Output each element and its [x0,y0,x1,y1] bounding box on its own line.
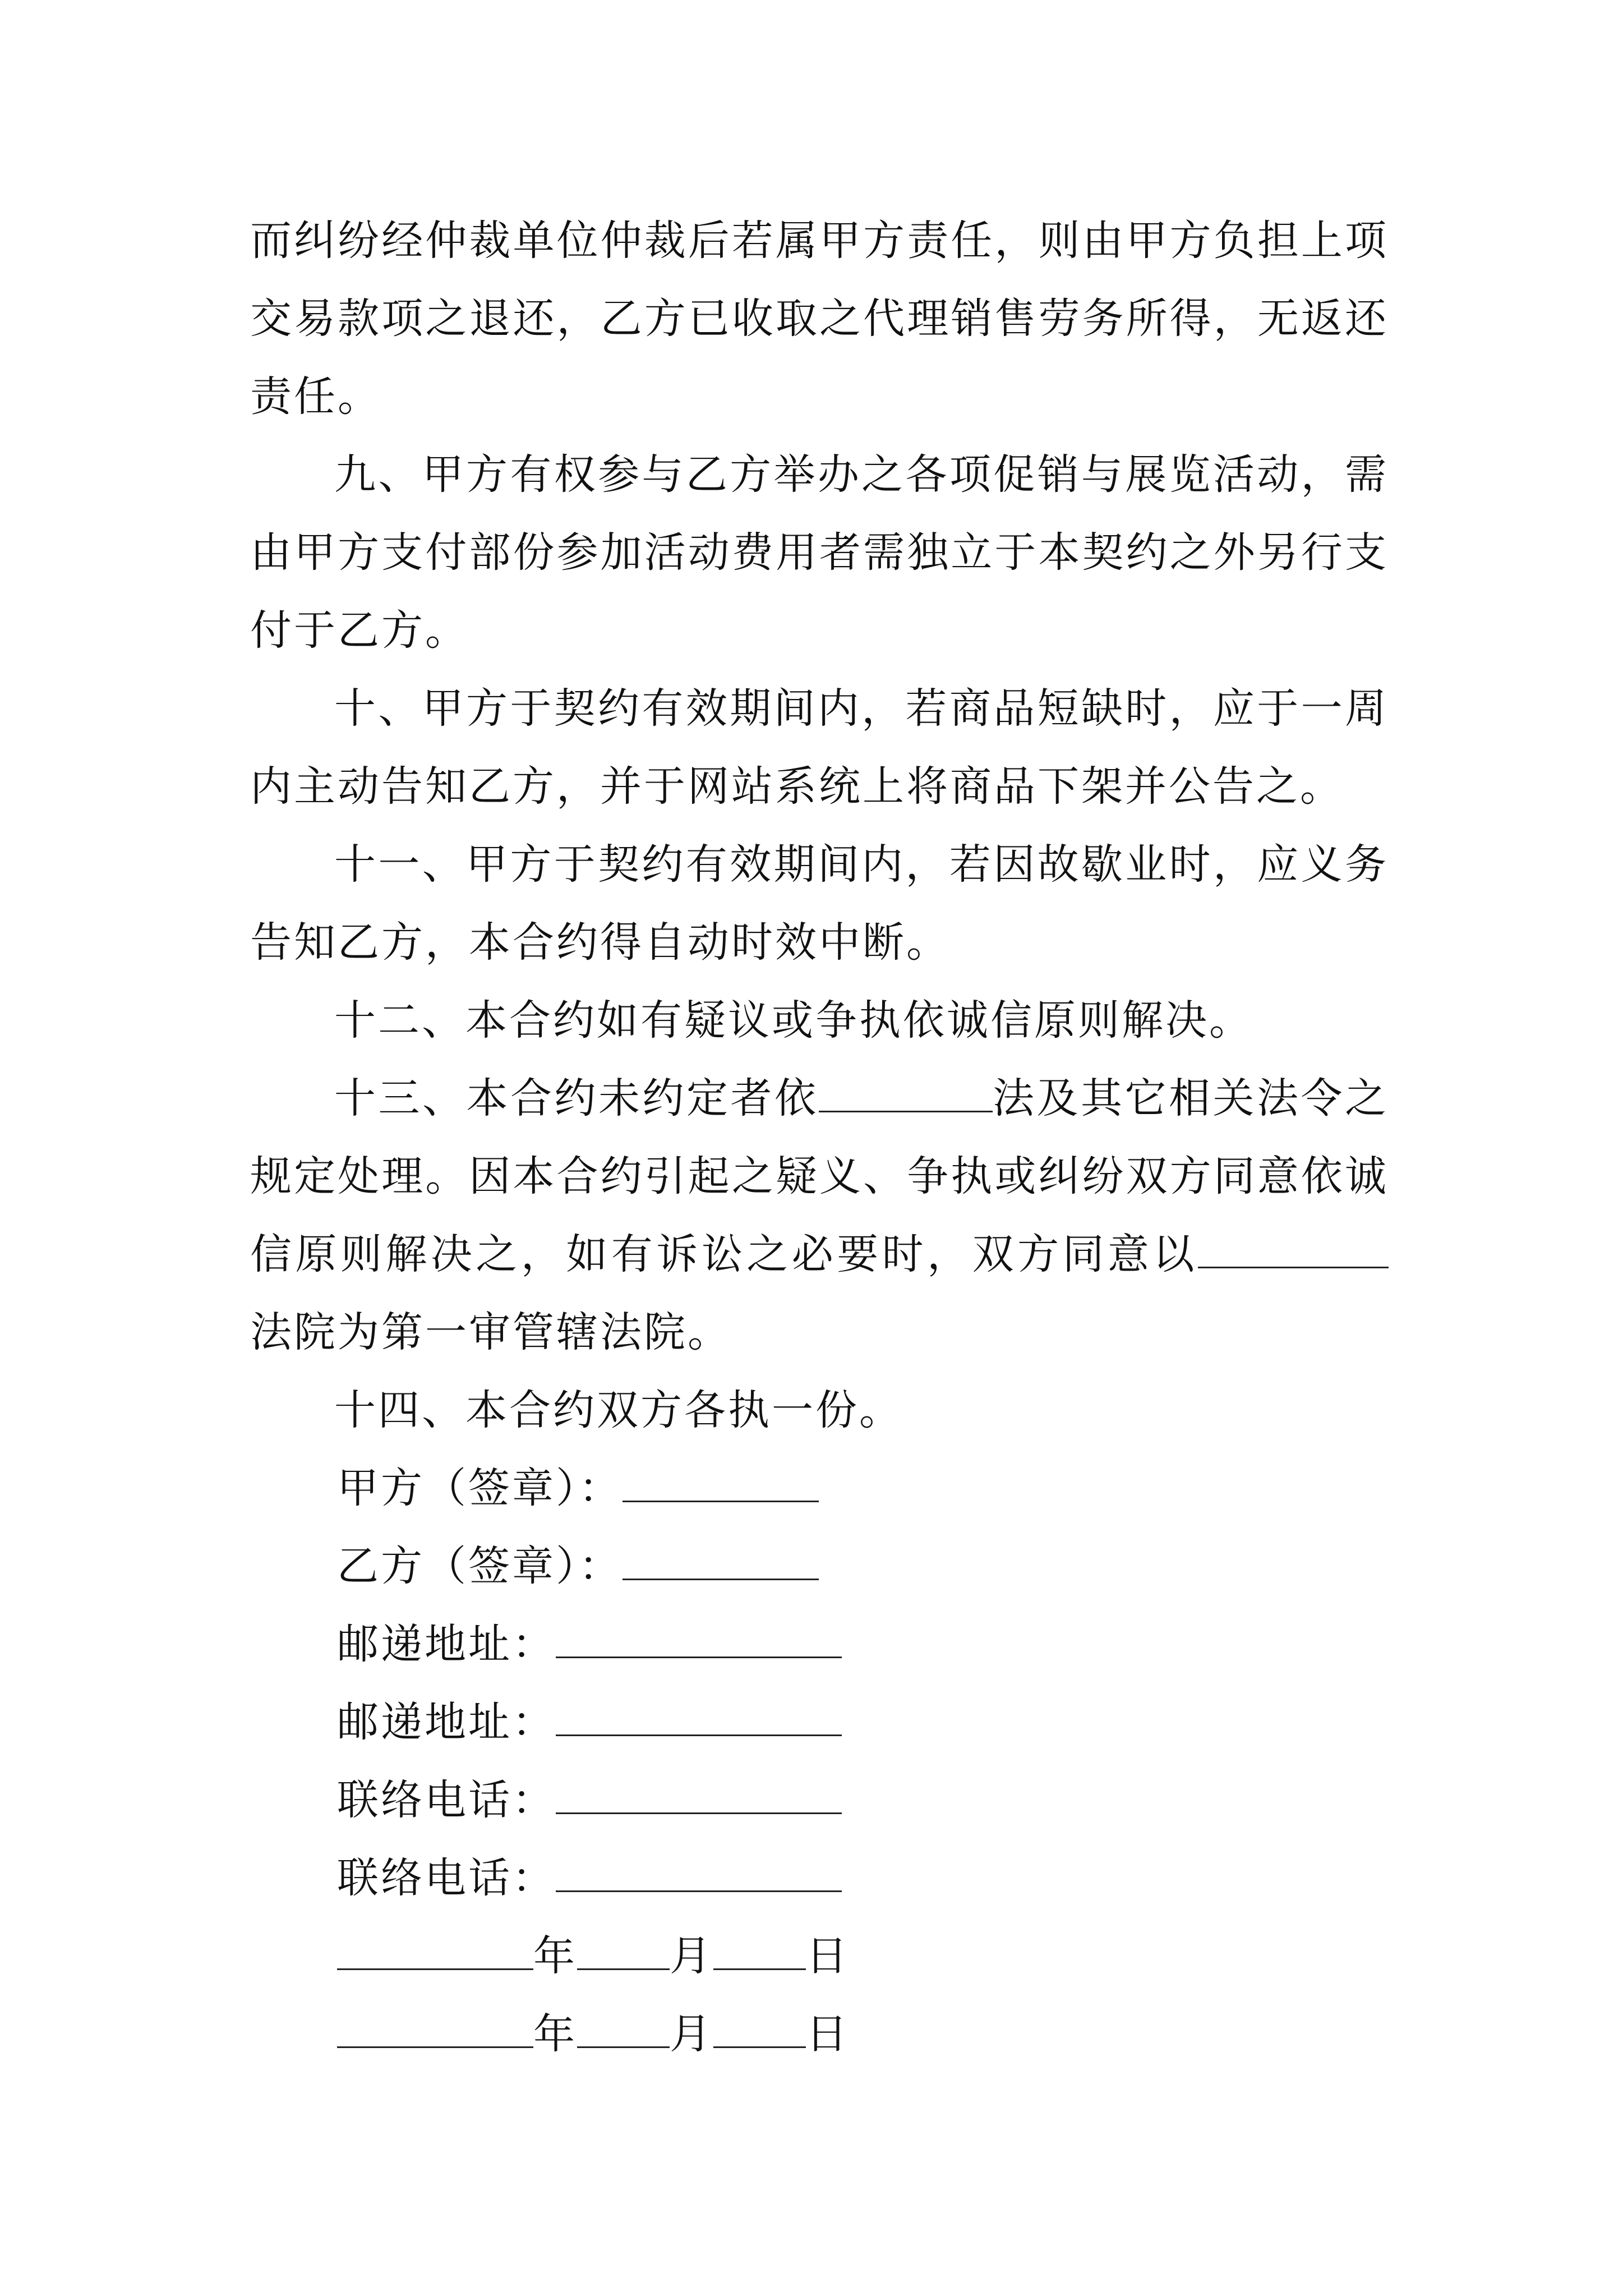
party-b-signature-label: 乙方（签章）： [337,1542,623,1590]
party-a-address-label: 邮递地址： [337,1620,556,1668]
party-b-phone-line [250,1839,1389,1917]
clause-14: 十四、本合约双方各执一份。 [334,1386,903,1434]
party-a-date-line [250,1917,1389,1995]
court-name-blank [1198,1227,1389,1268]
party-b-phone-blank [556,1851,842,1892]
party-a-phone-blank [556,1773,842,1814]
month-label: 月 [670,2010,713,2058]
clause-11: 十一、甲方于契约有效期间内，若因故歇业时，应义务告知乙方，本合约得自动时效中断。 [250,840,1389,967]
year-label: 年 [533,2010,577,2058]
party-b-signature-blank [623,1539,819,1580]
party-a-phone-line [250,1761,1389,1839]
day-blank [713,2007,806,2048]
month-blank [577,1929,670,1970]
clause-13-part2: 法及其它相关法令之规定处理。因本合约引起之疑义、争执或纠纷双方同意依诚信原则解决之，如有诉讼之必要时，双方同意以 [250,1074,1389,1278]
month-blank [577,2007,670,2048]
year-label: 年 [533,1932,577,1980]
clause-13-part3: 法院为第一审管辖法院。 [250,1308,731,1356]
paragraph-continuation: 而纠纷经仲裁单位仲裁后若属甲方责任，则由甲方负担上项交易款项之退还，乙方已收取之代理销售劳务所得，无返还责任。 [250,217,1389,421]
law-name-blank [819,1071,993,1112]
party-b-address-label: 邮递地址： [337,1698,556,1746]
year-blank [337,2007,533,2048]
day-label: 日 [806,2010,850,2058]
document-body [250,202,1389,2073]
party-b-signature-line [250,1527,1389,1605]
party-a-signature-label: 甲方（签章）： [337,1464,623,1512]
party-a-address-blank [556,1617,842,1658]
day-blank [713,1929,806,1970]
clause-10: 十、甲方于契约有效期间内，若商品短缺时，应于一周内主动告知乙方，并于网站系统上将商品下架并公告之。 [250,684,1389,811]
party-a-phone-label: 联络电话： [337,1776,556,1824]
year-blank [337,1929,533,1970]
party-b-date-line [250,1995,1389,2073]
clause-12: 十二、本合约如有疑议或争执依诚信原则解决。 [334,996,1253,1045]
party-a-address-line [250,1605,1389,1683]
clause-13-part1: 十三、本合约未约定者依 [334,1074,819,1122]
day-label: 日 [806,1932,850,1980]
clause-13 [250,1060,1389,1372]
month-label: 月 [670,1932,713,1980]
party-b-address-line [250,1683,1389,1761]
party-b-phone-label: 联络电话： [337,1854,556,1902]
party-a-signature-blank [623,1461,819,1502]
clause-9: 九、甲方有权参与乙方举办之各项促销与展览活动，需由甲方支付部份参加活动费用者需独立于本契约之外另行支付于乙方。 [250,450,1389,655]
party-b-address-blank [556,1695,842,1736]
party-a-signature-line [250,1450,1389,1527]
